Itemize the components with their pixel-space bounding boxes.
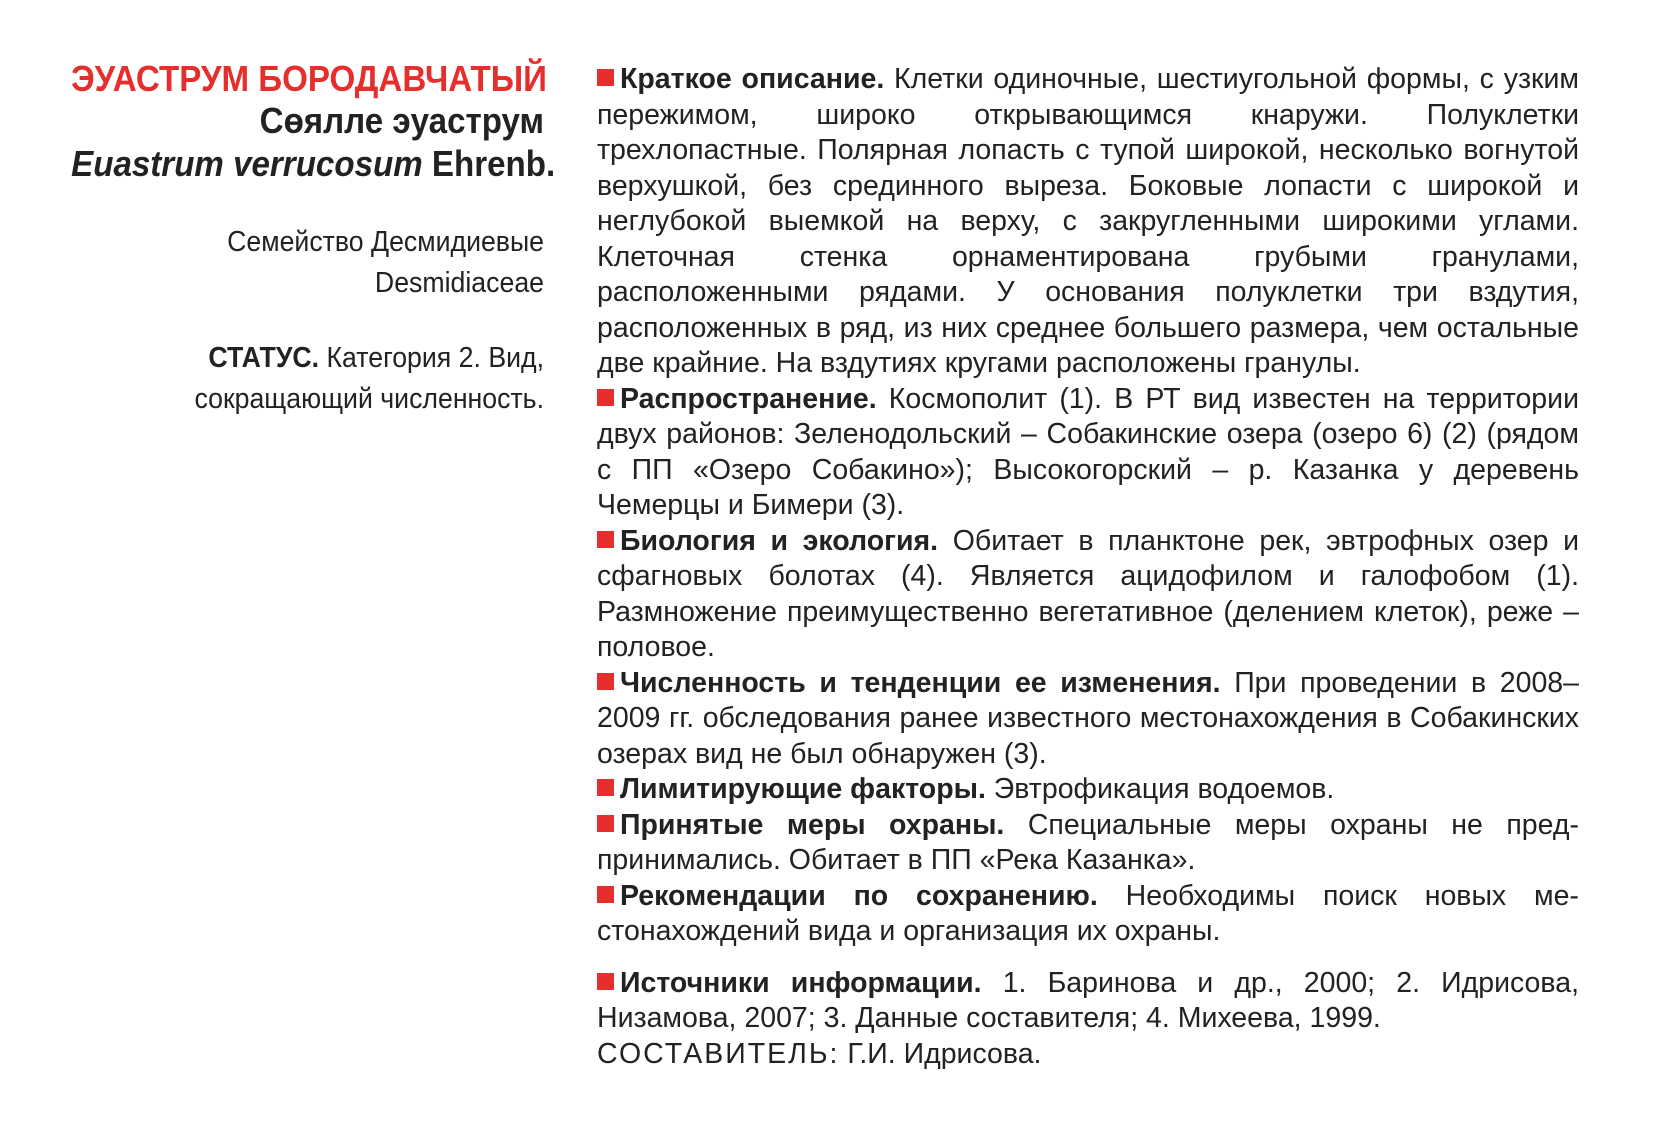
red-square-bullet-icon <box>597 973 614 990</box>
species-body <box>597 62 1579 1072</box>
section-heading: Биология и экология. <box>620 524 939 557</box>
compiler-label: СОСТАВИТЕЛЬ: <box>597 1037 840 1070</box>
section-recommendations <box>597 879 1579 950</box>
red-square-bullet-icon <box>597 815 614 832</box>
section-text: Космополит (1). В РТ вид известен на территории двух районов: Зеленодольский – Собакинские озера (озеро 6) (2) (рядом с ПП «Озеро Собакино»); Высокогорский – р. Казанка у деревень Чемерцы и Бимери (3). <box>597 382 1579 521</box>
latin-author: Ehrenb. <box>422 143 556 184</box>
section-heading: Распространение. <box>620 382 877 415</box>
species-header <box>71 58 556 420</box>
family-block <box>71 222 544 304</box>
section-text: Клетки одиночные, шестиугольной формы, с узким пережимом, широко открывающимся кнаружи. Полуклетки трехлопастные. Полярная лопасть с тупой широкой, несколько вогнутой верхушкой, без срединного выреза. Боковые лопасти с широкой и неглубокой выемкой на верху, с закругленными широкими углами. Клеточная стенка орнаментирована грубыми гранулами, расположенными рядами. У основания полуклетки три вздутия, расположенных в ряд, из них среднее большего размера, чем остальные две крайние. На вздутиях кругами расположены гранулы. <box>597 63 1580 379</box>
section-heading: Источники информации. <box>620 966 982 999</box>
family-latin: Desmidiaceae <box>374 267 544 299</box>
species-title-tatar: Сөялле эуаструм <box>259 100 544 141</box>
section-text: 1. Баринова и др., 2000; 2. Идрисова, Низамова, 2007; 3. Данные составителя; 4. Михеева, 1999. <box>597 966 1579 1034</box>
red-square-bullet-icon <box>597 389 614 406</box>
section-text: Эвтрофикация водоемов. <box>985 773 1335 805</box>
section-heading: Принятые меры охраны. <box>620 808 1005 841</box>
section-heading: Рекомендации по сохранению. <box>620 879 1098 912</box>
section-description <box>597 62 1579 382</box>
red-square-bullet-icon <box>597 779 614 796</box>
red-square-bullet-icon <box>597 886 614 903</box>
species-title-latin <box>71 142 556 186</box>
red-square-bullet-icon <box>597 673 614 690</box>
section-abundance <box>597 666 1579 773</box>
status-text: Категория 2. Вид, сокращающий численность. <box>194 342 544 415</box>
status-block <box>71 338 544 420</box>
section-heading: Лимитирующие факторы. <box>620 773 986 805</box>
section-protection-measures <box>597 808 1579 879</box>
section-heading: Численность и тенденции ее изменения. <box>620 666 1221 699</box>
compiler-line <box>597 1037 1579 1073</box>
red-square-bullet-icon <box>597 69 614 86</box>
section-limiting-factors <box>597 772 1579 808</box>
section-heading: Краткое описание. <box>620 63 885 95</box>
family-ru: Семейство Десмидиевые <box>227 226 544 258</box>
section-text: Специальные меры охраны не предпринимались. Обитает в ПП «Река Казанка». <box>597 808 1580 876</box>
status-label: СТАТУС. <box>208 342 320 374</box>
red-square-bullet-icon <box>597 531 614 548</box>
compiler-name: Г.И. Идрисова. <box>839 1037 1042 1070</box>
section-text: При проведении в 2008–2009 гг. обследования ранее известного местонахождения в Собакинских озерах вид не был обнаружен (3). <box>597 666 1579 770</box>
section-distribution <box>597 382 1579 524</box>
section-text: Обитает в планктоне рек, эвтрофных озер и сфагновых болотах (4). Является ацидофилом и галофобом (1). Размножение преимущественно вегетативное (делением клеток), реже – половое. <box>597 524 1579 663</box>
section-sources <box>597 966 1579 1037</box>
latin-name: Euastrum verrucosum <box>71 143 423 184</box>
species-title-ru: ЭУАСТРУМ БОРОДАВЧАТЫЙ <box>71 58 547 99</box>
section-biology <box>597 524 1579 666</box>
section-text: Необходимы поиск новых местонахождений вида и организация их охраны. <box>597 879 1579 947</box>
